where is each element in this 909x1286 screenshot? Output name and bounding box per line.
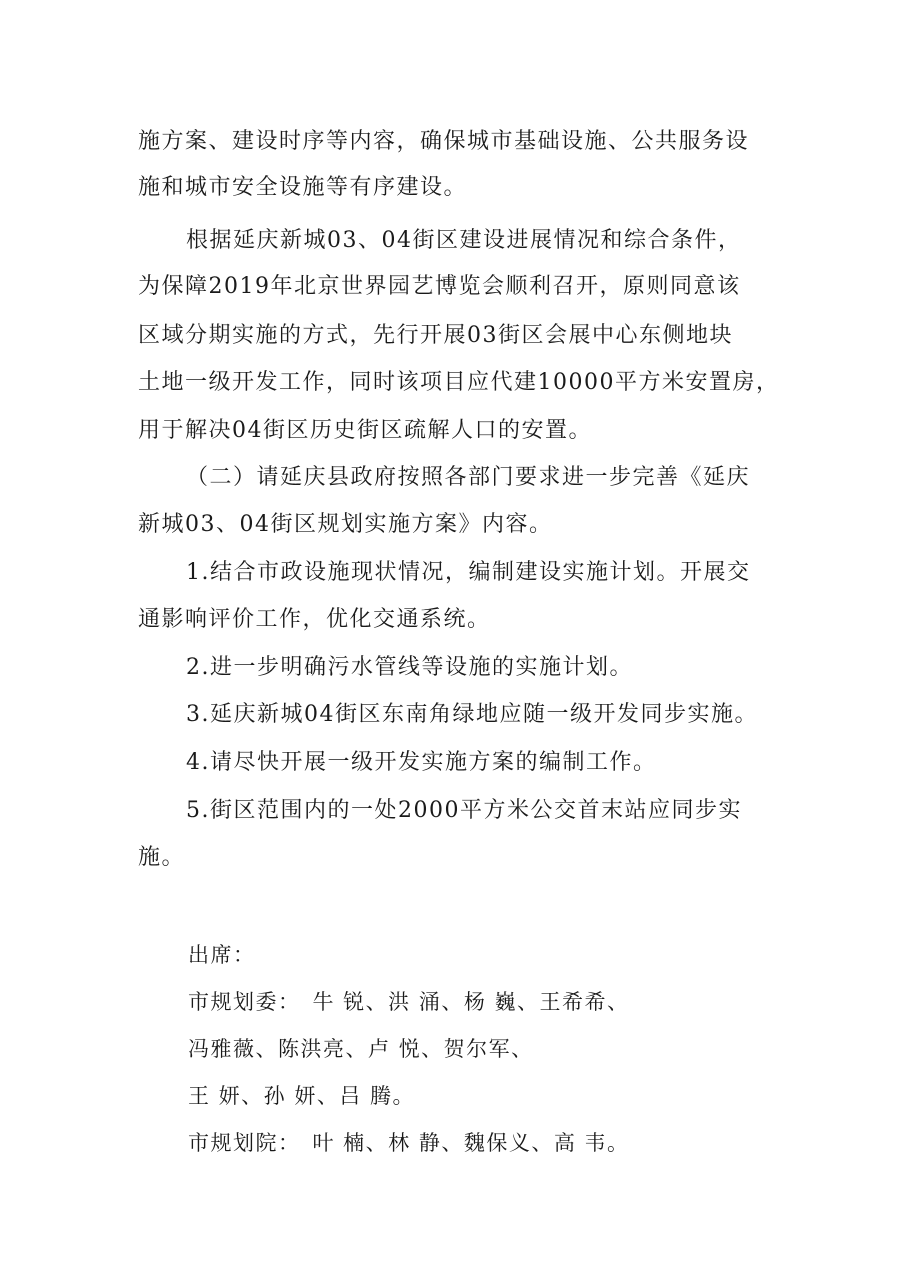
body-line-15: 5.街区范围内的一处2000平方米公交首末站应同步实: [186, 798, 742, 823]
committee-names-2: 冯雅薇、陈洪亮、卢 悦、贺尔军、: [188, 1037, 534, 1061]
body-line-4: 为保障2019年北京世界园艺博览会顺利召开，原则同意该: [138, 274, 741, 299]
body-line-6: 土地一级开发工作，同时该项目应代建10000平方米安置房，: [138, 370, 780, 395]
body-line-8: （二）请延庆县政府按照各部门要求进一步完善《延庆: [186, 465, 751, 490]
body-line-13: 3.延庆新城04街区东南角绿地应随一级开发同步实施。: [186, 702, 758, 727]
committee-row: [188, 987, 630, 1017]
institute-row: [188, 1128, 630, 1158]
body-line-2: 施和城市安全设施等有序建设。: [138, 175, 468, 200]
body-line-9: 新城03、04街区规划实施方案》内容。: [138, 512, 553, 537]
institute-label: 市规划院：: [188, 1131, 301, 1155]
attendance-heading: 出席：: [188, 943, 256, 967]
committee-names-1: 牛 锐、洪 涌、杨 巍、王希希、: [312, 990, 630, 1014]
institute-names: 叶 楠、林 静、魏保义、高 韦。: [312, 1131, 630, 1155]
body-line-5: 区域分期实施的方式，先行开展03街区会展中心东侧地块: [138, 323, 733, 348]
body-line-16: 施。: [138, 845, 186, 870]
body-line-11: 通影响评价工作，优化交通系统。: [138, 607, 491, 632]
body-line-7: 用于解决04街区历史街区疏解人口的安置。: [138, 418, 592, 443]
body-line-12: 2.进一步明确污水管线等设施的实施计划。: [186, 655, 633, 680]
body-line-14: 4.请尽快开展一级开发实施方案的编制工作。: [186, 750, 657, 775]
body-line-10: 1.结合市政设施现状情况，编制建设实施计划。开展交: [186, 560, 751, 585]
committee-label: 市规划委：: [188, 990, 301, 1014]
body-line-3: 根据延庆新城03、04街区建设进展情况和综合条件，: [186, 228, 742, 253]
body-line-1: 施方案、建设时序等内容，确保城市基础设施、公共服务设: [138, 129, 750, 154]
committee-names-3: 王 妍、孙 妍、吕 腾。: [188, 1084, 416, 1108]
